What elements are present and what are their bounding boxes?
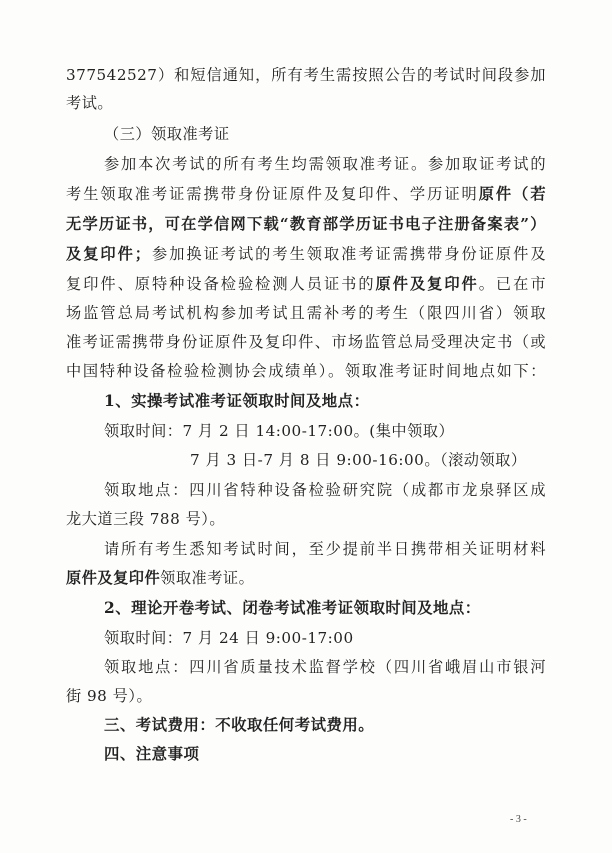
text-span: 复印件、原特种设备检验检测人员证书的 [66,275,376,293]
text-line [66,302,546,324]
section-heading [104,123,404,145]
text-line [66,360,546,382]
text-span: 场监管总局考试机构参加考试且需补考的考生（限四川省）领取 [66,304,546,322]
text-span: （三）领取准考证 [104,125,230,143]
text-line [66,92,546,114]
text-line [66,64,546,86]
heading-text: 2、理论开卷考试、闭卷考试准考证领取时间及地点： [104,599,481,617]
text-span: 准考证需携带身份证原件及复印件、市场监管总局受理决定书（或 [66,333,546,351]
bold-span: 及复印件； [66,245,151,263]
section-heading [104,714,546,736]
bold-span: 无学历证书，可在学信网下载“教育部学历证书电子注册备案表”） [66,215,546,233]
text-line [104,420,546,442]
text-span: 领取地点：四川省特种设备检验研究院（成都市龙泉驿区成 [104,481,546,499]
heading-text: 1、实操考试准考证领取时间及地点： [104,392,370,410]
text-span: 龙大道三段 788 号）。 [66,510,226,528]
text-span: 7 月 3 日-7 月 8 日 9:00-16:00。（滚动领取） [190,451,527,469]
text-span: 377542527）和短信通知，所有考生需按照公告的考试时间段参加 [66,66,546,84]
text-span: 街 98 号）。 [66,687,153,705]
text-line [66,243,546,265]
bold-span: 原件及复印件 [66,569,161,587]
text-span: 领取地点：四川省质量技术监督学校（四川省峨眉山市银河 [104,658,546,676]
text-span: 领取时间：7 月 24 日 9:00-17:00 [104,629,354,647]
text-span: 考生领取准考证需携带身份证原件及复印件、学历证明 [66,185,479,203]
text-span: 中国特种设备检验检测协会成绩单）。领取准考证时间地点如下： [66,362,546,380]
heading-text: 四、注意事项 [104,745,200,763]
bold-span: 原件（若 [478,185,546,203]
text-span: 请所有考生悉知考试时间，至少提前半日携带相关证明材料 [104,540,546,558]
text-line [66,508,546,530]
page-number: - 3 - [510,814,527,825]
section-heading [104,743,546,765]
text-line [104,479,546,501]
text-span: 参加换证考试的考生领取准考证需携带身份证原件及 [150,245,546,263]
text-line [66,183,546,205]
text-line [66,213,546,235]
text-line [104,538,546,560]
text-line [104,656,546,678]
text-line [66,685,546,707]
text-line [66,567,546,589]
text-line [190,449,546,471]
text-span: 考试。 [66,94,114,112]
text-span: 参加本次考试的所有考生均需领取准考证。参加取证考试的 [104,155,546,173]
subsection-heading [104,390,546,412]
text-line [104,627,546,649]
heading-text: 三、考试费用：不收取任何考试费用。 [104,716,375,734]
text-span: 领取准考证。 [160,569,255,587]
text-line [66,331,546,353]
subsection-heading [104,597,546,619]
text-span: 领取时间：7 月 2 日 14:00-17:00。(集中领取） [104,422,455,440]
text-line [104,153,546,175]
text-line [66,273,546,295]
bold-span: 原件及复印件 [375,275,479,293]
text-span: 。已在市 [478,275,546,293]
